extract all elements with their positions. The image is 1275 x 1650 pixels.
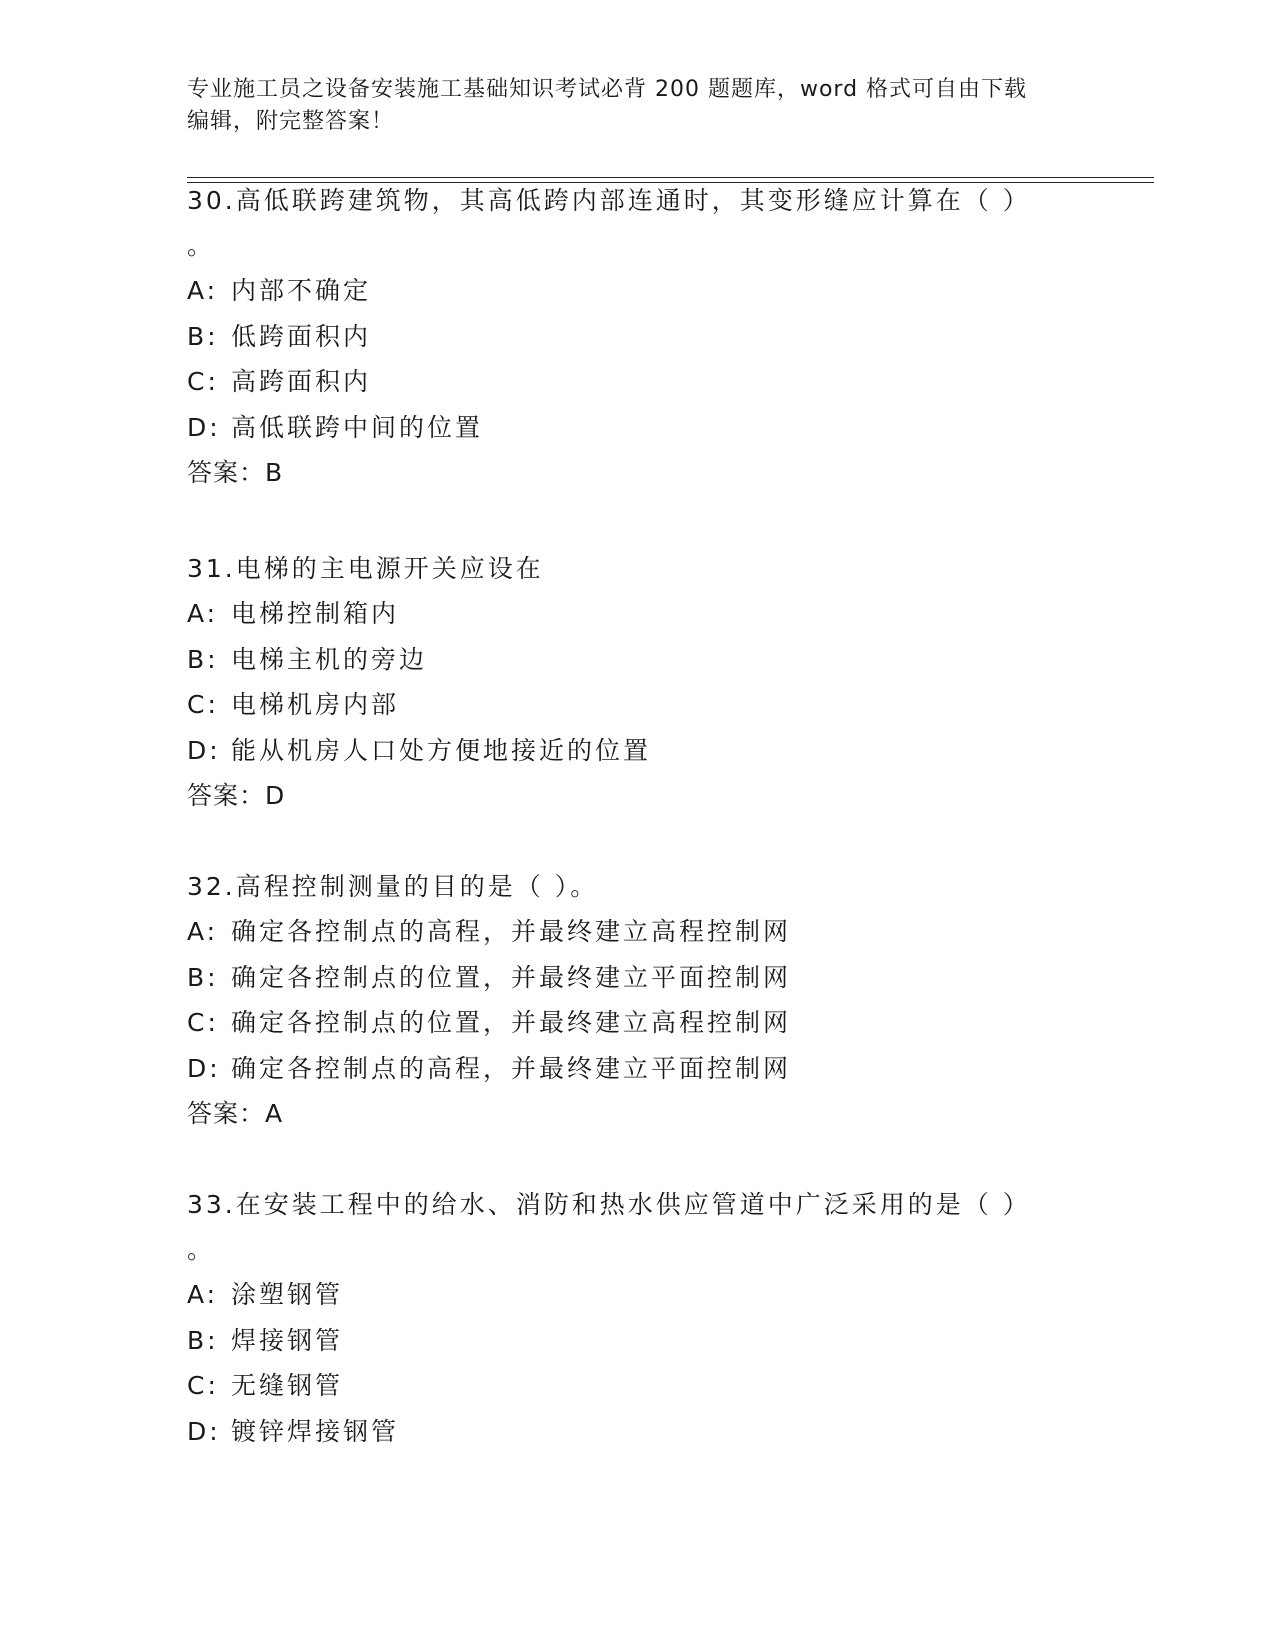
option-text: 焊接钢管: [231, 1325, 344, 1355]
option-key: A:: [187, 599, 219, 628]
option-key: A:: [187, 1280, 219, 1309]
option-text: 镀锌焊接钢管: [231, 1416, 400, 1446]
option-b: [187, 1318, 1087, 1364]
option-key: D:: [187, 1416, 221, 1446]
option-key: C:: [187, 1008, 219, 1037]
question-text: 32.高程控制测量的目的是（ ）。: [187, 872, 599, 901]
question-text: 31.电梯的主电源开关应设在: [187, 554, 544, 583]
option-d: [187, 728, 1087, 774]
answer: 答案：D: [187, 781, 286, 810]
option-key: D:: [187, 1053, 221, 1083]
question-text-continuation: 。: [187, 231, 213, 260]
question-33: [187, 1182, 1087, 1454]
question-32: [187, 864, 1087, 1136]
option-c: [187, 1000, 1087, 1046]
option-key: C:: [187, 690, 219, 719]
option-text: 内部不确定: [231, 276, 372, 305]
option-text: 电梯控制箱内: [231, 599, 400, 628]
option-d: [187, 1046, 1087, 1092]
option-text: 确定各控制点的位置，并最终建立高程控制网: [231, 1008, 792, 1037]
header-line-2: 编辑，附完整答案！: [187, 109, 395, 134]
option-text: 确定各控制点的高程，并最终建立平面控制网: [231, 1053, 792, 1083]
option-text: 确定各控制点的高程，并最终建立高程控制网: [231, 917, 792, 946]
option-key: B:: [187, 962, 219, 992]
option-a: [187, 1272, 1087, 1318]
option-key: C:: [187, 1371, 219, 1400]
question-text: 30.高低联跨建筑物，其高低跨内部连通时，其变形缝应计算在（ ）: [187, 186, 1031, 215]
option-key: B:: [187, 1325, 219, 1355]
option-a: [187, 591, 1087, 637]
option-a: [187, 268, 1087, 314]
answer: 答案：B: [187, 458, 284, 487]
option-text: 高跨面积内: [231, 367, 372, 396]
option-d: [187, 1409, 1087, 1455]
option-b: [187, 314, 1087, 360]
option-key: B:: [187, 644, 219, 674]
option-text: 无缝钢管: [231, 1371, 344, 1400]
question-text-continuation: 。: [187, 1235, 213, 1264]
option-text: 能从机房人口处方便地接近的位置: [231, 735, 652, 765]
option-key: A:: [187, 917, 219, 946]
option-c: [187, 359, 1087, 405]
option-text: 涂塑钢管: [231, 1280, 344, 1309]
option-key: C:: [187, 367, 219, 396]
question-30: [187, 178, 1087, 495]
document-header: [187, 74, 1087, 138]
option-text: 确定各控制点的位置，并最终建立平面控制网: [231, 962, 792, 992]
option-key: D:: [187, 735, 221, 765]
option-text: 电梯主机的旁边: [231, 644, 428, 674]
option-text: 低跨面积内: [231, 321, 372, 351]
option-b: [187, 637, 1087, 683]
option-key: D:: [187, 412, 221, 442]
option-key: A:: [187, 276, 219, 305]
question-text: 33.在安装工程中的给水、消防和热水供应管道中广泛采用的是（ ）: [187, 1190, 1031, 1219]
header-line-1: 专业施工员之设备安装施工基础知识考试必背 200 题题库，word 格式可自由下载: [187, 77, 1028, 102]
option-d: [187, 405, 1087, 451]
option-c: [187, 682, 1087, 728]
option-c: [187, 1363, 1087, 1409]
option-b: [187, 955, 1087, 1001]
answer: 答案：A: [187, 1099, 284, 1128]
question-31: [187, 546, 1087, 818]
option-text: 电梯机房内部: [231, 690, 400, 719]
option-text: 高低联跨中间的位置: [231, 412, 484, 442]
option-a: [187, 909, 1087, 955]
option-key: B:: [187, 321, 219, 351]
